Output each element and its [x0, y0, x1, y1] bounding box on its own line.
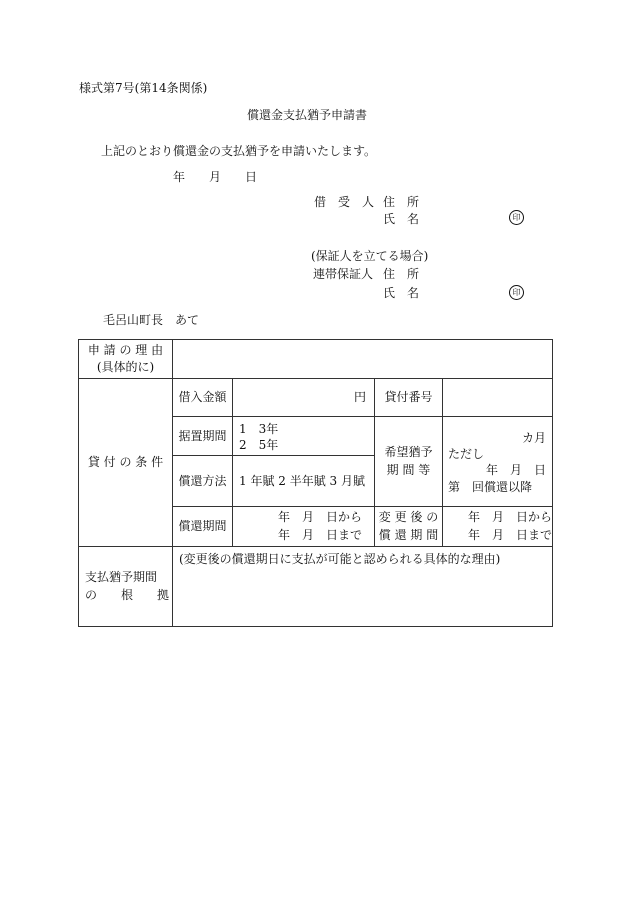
repayment-period-cell[interactable] — [233, 507, 375, 547]
date-month: 月 — [209, 170, 222, 184]
grace-period-label: 据置期間 — [173, 417, 233, 456]
reason-sublabel: (具体的に) — [96, 360, 155, 374]
loan-conditions-label: 貸 付 の 条 件 — [79, 379, 173, 547]
grace-option-3yr: 1 3年 — [239, 422, 279, 436]
basis-note: (変更後の償還期日に支払が可能と認められる具体的な理由) — [179, 552, 501, 566]
borrower-name-label: 氏 名 — [383, 212, 420, 226]
changed-period-sublabel: 償 還 期 間 — [378, 527, 439, 542]
basis-input-cell[interactable] — [173, 547, 553, 627]
changed-period-cell[interactable] — [443, 507, 553, 547]
desired-period-label-cell — [375, 417, 443, 507]
changed-period-label: 変 更 後 の — [378, 510, 439, 525]
guarantor-address-label: 住 所 — [383, 267, 420, 281]
guarantor-seal-icon: 印 — [509, 285, 524, 300]
borrower-address-label: 住 所 — [383, 195, 420, 209]
repayment-method-label: 償還方法 — [173, 456, 233, 507]
desired-period-sublabel: 期 間 等 — [386, 462, 431, 477]
guarantor-label: 連帯保証人 — [313, 267, 374, 281]
basis-label-cell — [79, 547, 173, 627]
reason-input-cell[interactable] — [173, 340, 553, 379]
desired-period-input-cell[interactable] — [443, 417, 553, 507]
loan-number-input-cell[interactable] — [443, 379, 553, 417]
months-unit: カ月 — [521, 431, 546, 445]
date-year: 年 — [173, 170, 186, 184]
from-nth-repayment: 第 回償還以降 — [448, 479, 533, 494]
proviso-text: ただし — [448, 447, 485, 462]
guarantor-note: (保証人を立てる場合) — [311, 249, 429, 263]
grace-period-options-cell[interactable] — [233, 417, 375, 456]
repayment-period-label: 償還期間 — [173, 507, 233, 547]
loan-number-label: 貸付番号 — [375, 379, 443, 417]
grace-option-5yr: 2 5年 — [239, 438, 279, 453]
document-title: 償還金支払猶予申請書 — [247, 108, 368, 122]
date-day: 日 — [245, 170, 258, 184]
guarantor-name-label: 氏 名 — [383, 286, 420, 300]
basis-label: 支払猶予期間 — [85, 570, 158, 585]
repayment-period-from: 年 月 日から — [277, 510, 362, 525]
repayment-method-options[interactable]: 1 年賦 2 半年賦 3 月賦 — [233, 456, 375, 507]
loan-amount-unit[interactable]: 円 — [233, 379, 375, 417]
proviso-date: 年 月 日 — [485, 463, 546, 478]
repayment-period-to: 年 月 日まで — [277, 527, 362, 542]
changed-period-label-cell — [375, 507, 443, 547]
basis-sublabel: の 根 拠 — [85, 587, 170, 602]
reason-label: 申 請 の 理 由 — [87, 342, 164, 357]
desired-period-label: 希望猶予 — [384, 445, 433, 460]
application-table — [78, 339, 553, 627]
borrower-seal-icon: 印 — [509, 210, 524, 225]
changed-period-to: 年 月 日まで — [467, 527, 552, 542]
changed-period-from: 年 月 日から — [467, 510, 552, 525]
loan-amount-label: 借入金額 — [173, 379, 233, 417]
intro-text: 上記のとおり償還金の支払猶予を申請いたします。 — [101, 144, 377, 158]
form-number: 様式第7号(第14条関係) — [79, 81, 208, 95]
borrower-label: 借 受 人 — [314, 195, 375, 209]
reason-label-cell — [79, 340, 173, 379]
addressee: 毛呂山町長 あて — [103, 313, 200, 327]
